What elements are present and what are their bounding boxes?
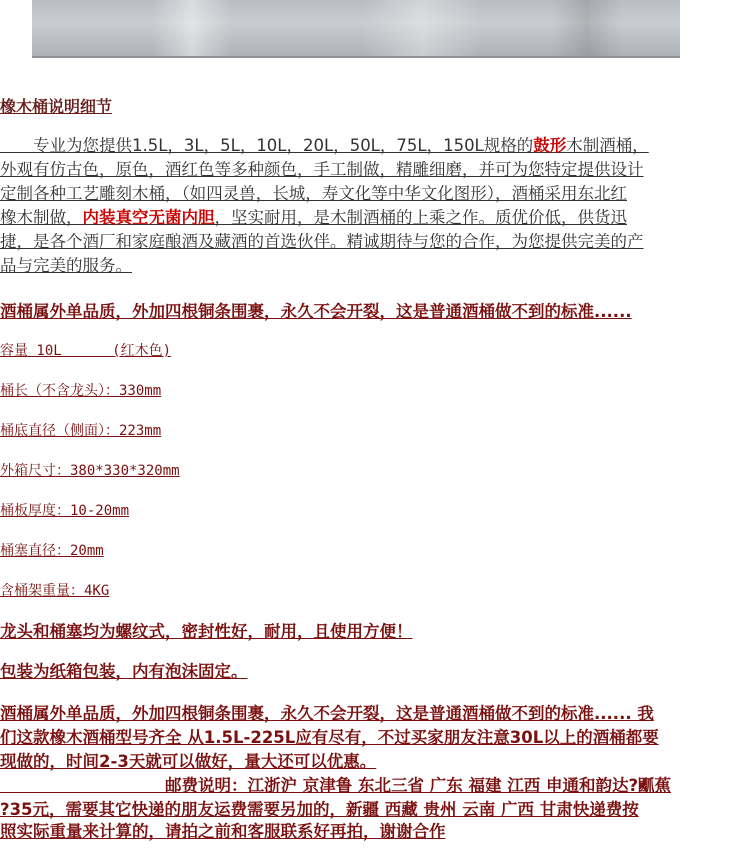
- final-line-2: 们这款橡木酒桶型号齐全 从1.5L-225L应有尽有，不过买家朋友注意30L以上的酒桶都要: [0, 728, 659, 747]
- spec-stave-thickness-text: 桶板厚度：10-20mm: [0, 503, 130, 519]
- thread-note: 龙头和桶塞均为螺纹式，密封性好，耐用，且使用方便！: [0, 622, 413, 641]
- spec-weight: 含桶架重量：4KG: [0, 583, 110, 599]
- intro-line-4-tail: ，坚实耐用，是木制酒桶的上乘之作。质优价低，供货迅: [214, 208, 627, 227]
- spec-bottom-diameter: 桶底直径（侧面）：223mm: [0, 423, 162, 439]
- intro-line-6: [0, 254, 748, 278]
- intro-line-2: 外观有仿古色，原色，酒红色等多种颜色，手工制做，精雕细磨，并可为您特定提供设计: [0, 160, 644, 179]
- spec-capacity: [0, 340, 261, 360]
- intro-line-6-text: 品与完美的服务。: [0, 256, 132, 275]
- quality-note: 酒桶属外单品质，外加四根铜条围裹，永久不会开裂，这是普通酒桶做不到的标准......: [0, 302, 632, 321]
- spec-plug-diameter: [0, 540, 164, 560]
- intro-line-4: [0, 206, 748, 230]
- intro-paragraph: [0, 134, 748, 278]
- product-photo-strip: [32, 0, 680, 58]
- highlight-vacuum-liner: 内装真空无菌内胆: [82, 208, 215, 227]
- intro-line-1: [0, 134, 748, 158]
- final-line-3: 现做的，时间2-3天就可以做好，量大还可以优惠。: [0, 752, 377, 771]
- intro-line-1-text: 专业为您提供1.5L，3L，5L，10L，20L，50L，75L，150L规格的: [0, 136, 534, 155]
- final-line-1: 酒桶属外单品质，外加四根铜条围裹，永久不会开裂，这是普通酒桶做不到的标准...... 我: [0, 704, 654, 723]
- intro-line-5: 捷，是各个酒厂和家庭酿酒及藏酒的首选伙伴。精诚期待与您的合作，为您提供完美的产: [0, 232, 644, 251]
- highlight-drum-shape: 鼓形: [533, 136, 567, 155]
- spec-stave-thickness: [0, 500, 219, 520]
- spec-length: [0, 380, 221, 400]
- packing-note: 包装为纸箱包装，内有泡沫固定。: [0, 662, 248, 681]
- shipping-line-1: 邮费说明：江浙沪 京津鲁 东北三省 广东 福建 江西 申通和韵达?爴蕉: [0, 776, 672, 795]
- spec-capacity-text: 容量 10L (红木色): [0, 343, 172, 359]
- spec-length-text: 桶长（不含龙头）：330mm: [0, 383, 162, 399]
- section-heading: 橡木桶说明细节: [0, 97, 113, 116]
- spec-plug-diameter-text: 桶塞直径：20mm: [0, 543, 104, 559]
- spec-box-size: 外箱尺寸：380*330*320mm: [0, 463, 180, 479]
- intro-line-3: 定制各种工艺雕刻木桶，（如四灵兽，长城，寿文化等中华文化图形），酒桶采用东北红: [0, 184, 627, 203]
- intro-line-1-tail: 木制酒桶，: [566, 136, 649, 155]
- intro-line-4-text: 橡木制做，: [0, 208, 83, 227]
- shipping-line-3: 照实际重量来计算的，请拍之前和客服联系好再拍，谢谢合作: [0, 822, 446, 841]
- shipping-line-2: ?35元，需要其它快递的朋友运费需要另加的，新疆 西藏 贵州 云南 广西 甘肃快递费按: [0, 800, 639, 819]
